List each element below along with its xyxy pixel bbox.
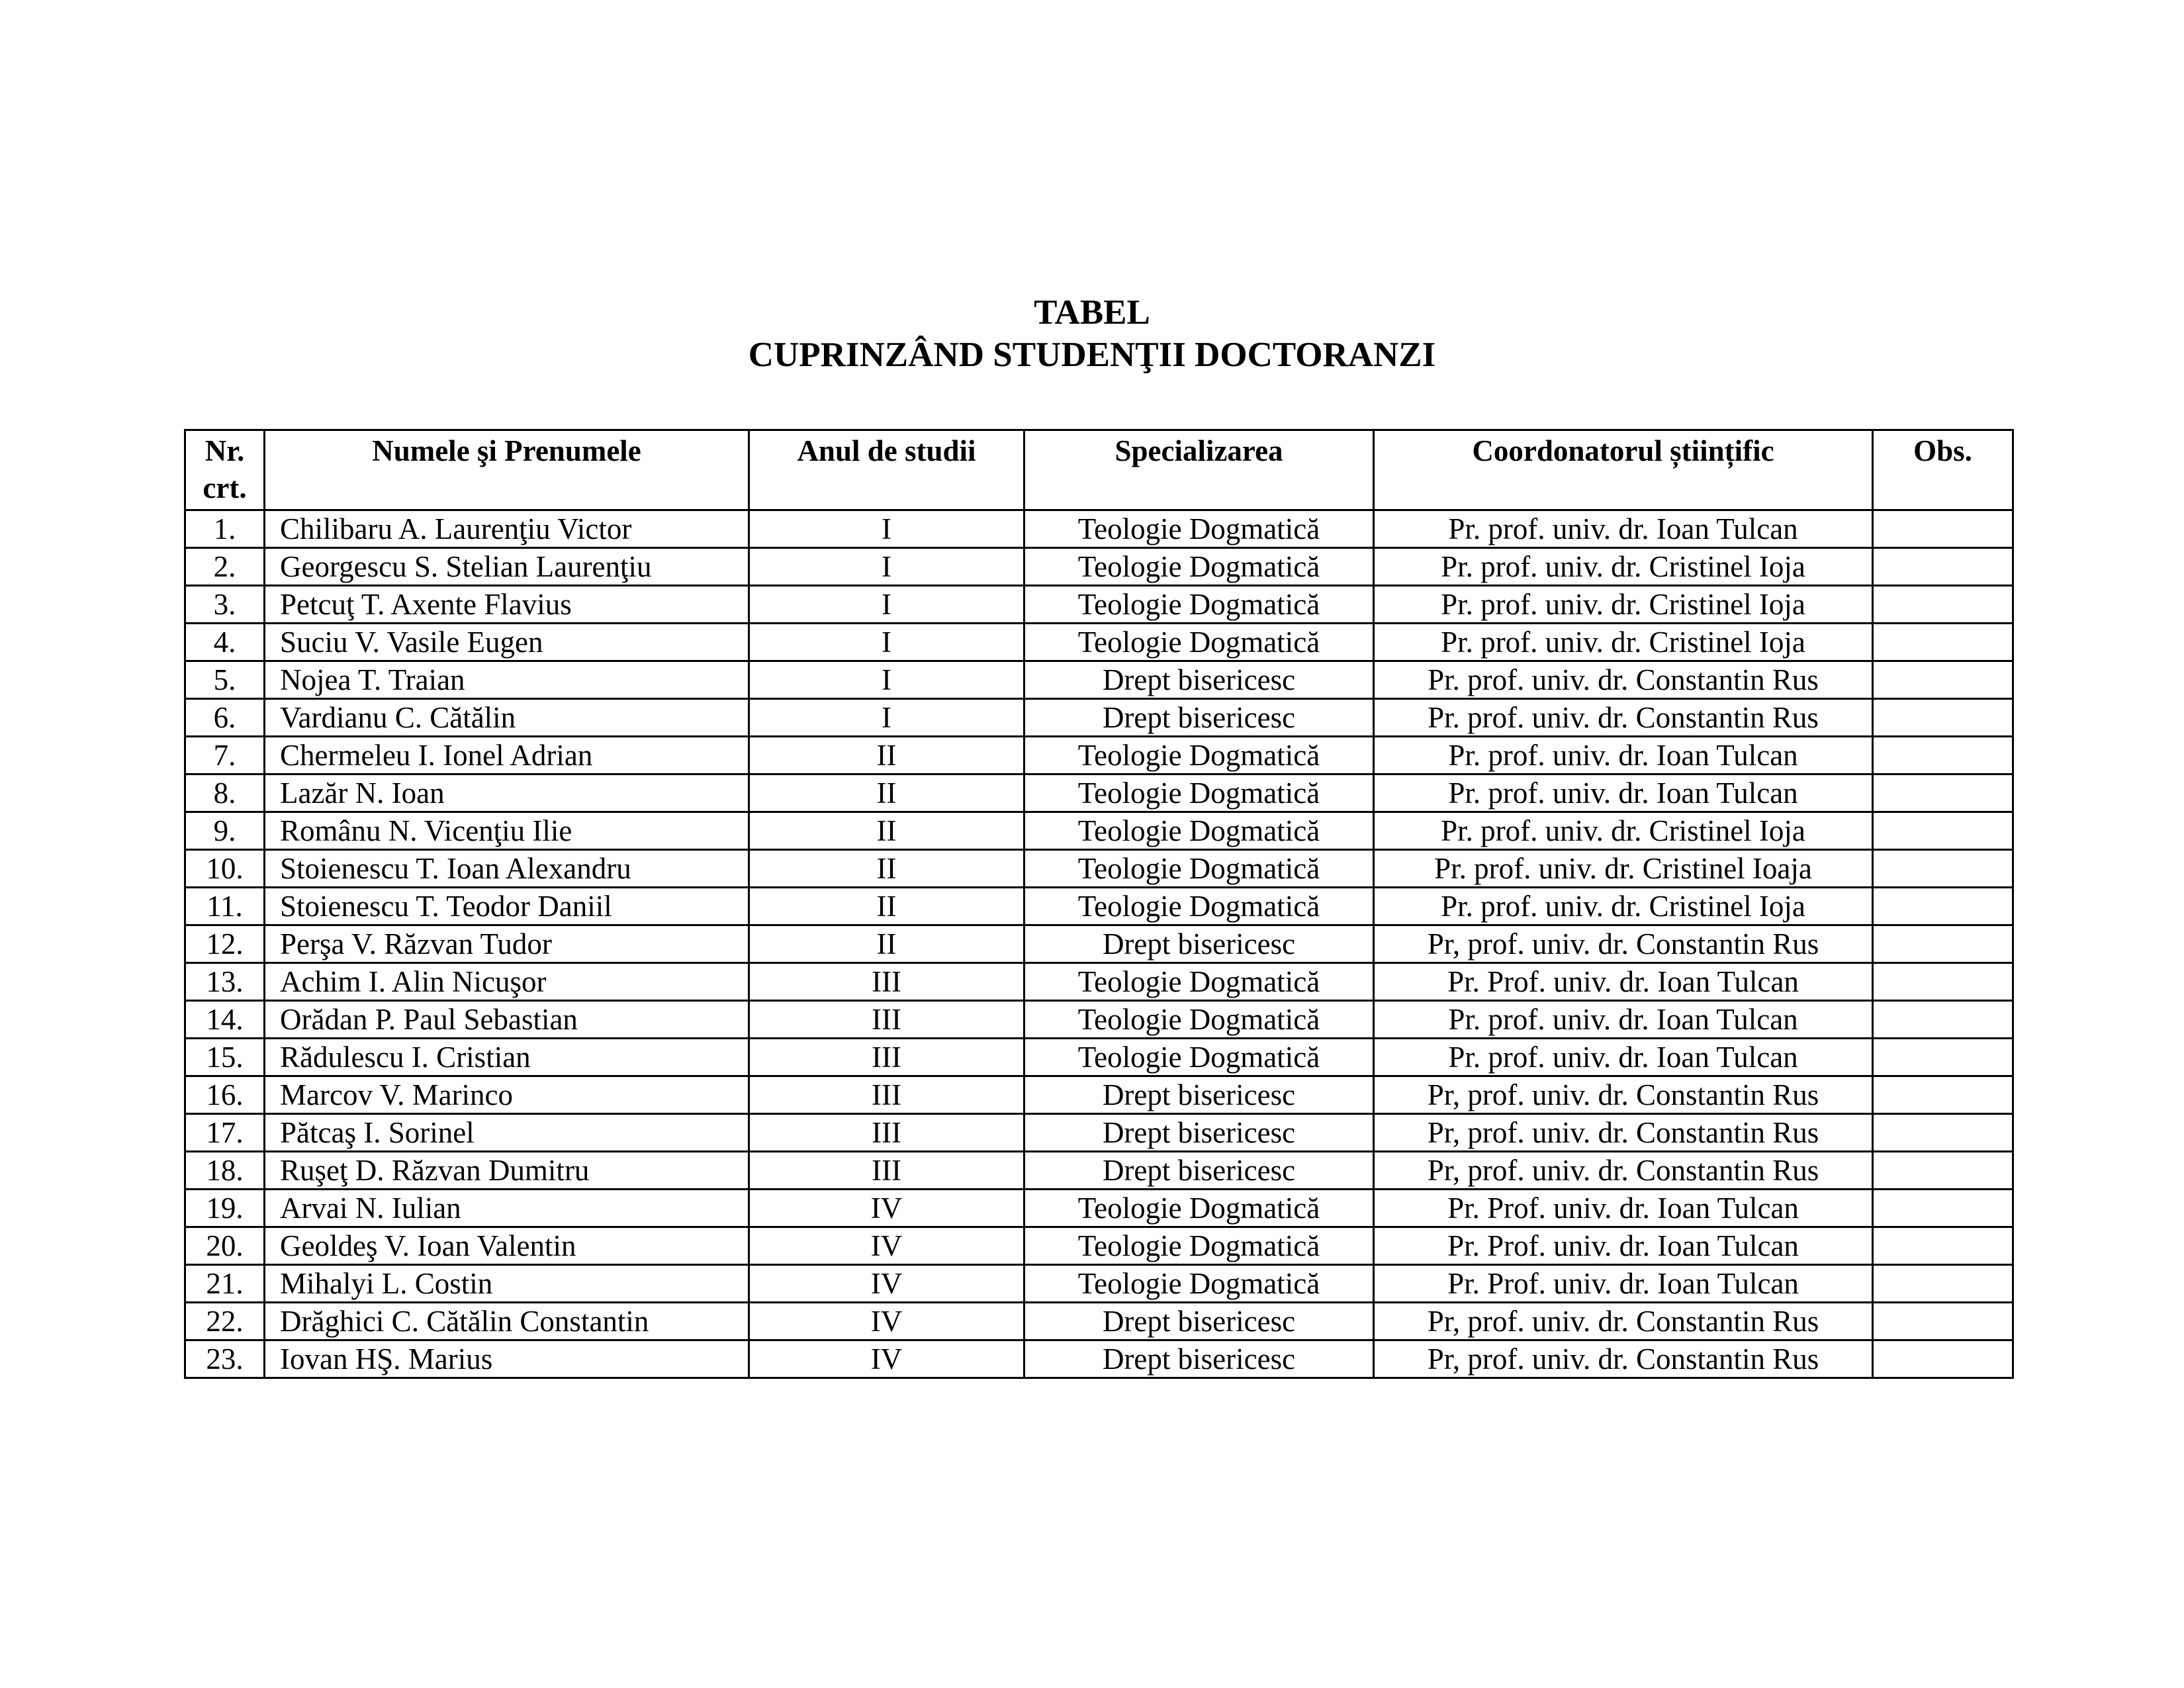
cell-name: Mihalyi L. Costin [265, 1265, 749, 1303]
cell-year: IV [749, 1265, 1024, 1303]
cell-obs [1873, 624, 2013, 661]
cell-coordinator: Pr, prof. univ. dr. Constantin Rus [1374, 1114, 1873, 1152]
cell-name: Achim I. Alin Nicuşor [265, 963, 749, 1001]
cell-nr: 12. [185, 925, 265, 963]
cell-name: Arvai N. Iulian [265, 1190, 749, 1227]
cell-obs [1873, 812, 2013, 850]
cell-name: Nojea T. Traian [265, 661, 749, 699]
cell-specialization: Teologie Dogmatică [1024, 1227, 1374, 1265]
table-row [185, 510, 2013, 548]
cell-coordinator: Pr. Prof. univ. dr. Ioan Tulcan [1374, 1190, 1873, 1227]
cell-name: Orădan P. Paul Sebastian [265, 1001, 749, 1039]
table-row [185, 586, 2013, 624]
cell-nr: 13. [185, 963, 265, 1001]
cell-obs [1873, 1227, 2013, 1265]
table-row [185, 1340, 2013, 1378]
cell-specialization: Drept bisericesc [1024, 1114, 1374, 1152]
cell-specialization: Teologie Dogmatică [1024, 888, 1374, 925]
table-row [185, 1076, 2013, 1114]
cell-specialization: Teologie Dogmatică [1024, 586, 1374, 624]
cell-year: I [749, 661, 1024, 699]
cell-coordinator: Pr, prof. univ. dr. Constantin Rus [1374, 1152, 1873, 1190]
cell-year: II [749, 850, 1024, 888]
cell-year: IV [749, 1303, 1024, 1340]
cell-coordinator: Pr. Prof. univ. dr. Ioan Tulcan [1374, 963, 1873, 1001]
cell-coordinator: Pr. prof. univ. dr. Ioan Tulcan [1374, 510, 1873, 548]
cell-year: III [749, 1001, 1024, 1039]
cell-coordinator: Pr. prof. univ. dr. Cristinel Ioja [1374, 548, 1873, 586]
cell-specialization: Drept bisericesc [1024, 1076, 1374, 1114]
cell-name: Geoldeş V. Ioan Valentin [265, 1227, 749, 1265]
table-row [185, 774, 2013, 812]
cell-name: Românu N. Vicenţiu Ilie [265, 812, 749, 850]
cell-year: II [749, 737, 1024, 774]
cell-specialization: Drept bisericesc [1024, 1303, 1374, 1340]
title-line-1: TABEL [1034, 293, 1150, 332]
cell-specialization: Teologie Dogmatică [1024, 624, 1374, 661]
cell-year: II [749, 812, 1024, 850]
header-name: Numele şi Prenumele [265, 430, 749, 510]
cell-coordinator: Pr. prof. univ. dr. Constantin Rus [1374, 699, 1873, 737]
cell-nr: 6. [185, 699, 265, 737]
cell-coordinator: Pr. prof. univ. dr. Ioan Tulcan [1374, 1001, 1873, 1039]
cell-year: III [749, 1039, 1024, 1076]
cell-nr: 22. [185, 1303, 265, 1340]
table-row [185, 888, 2013, 925]
cell-nr: 4. [185, 624, 265, 661]
cell-name: Georgescu S. Stelian Laurenţiu [265, 548, 749, 586]
cell-year: I [749, 548, 1024, 586]
table-row [185, 699, 2013, 737]
header-coordinator: Coordonatorul științific [1374, 430, 1873, 510]
cell-obs [1873, 1076, 2013, 1114]
cell-nr: 19. [185, 1190, 265, 1227]
cell-coordinator: Pr. prof. univ. dr. Cristinel Ioaja [1374, 850, 1873, 888]
cell-nr: 11. [185, 888, 265, 925]
header-year: Anul de studii [749, 430, 1024, 510]
table-row [185, 548, 2013, 586]
table-row [185, 1190, 2013, 1227]
cell-obs [1873, 699, 2013, 737]
cell-nr: 14. [185, 1001, 265, 1039]
cell-obs [1873, 1340, 2013, 1378]
cell-name: Vardianu C. Cătălin [265, 699, 749, 737]
cell-specialization: Teologie Dogmatică [1024, 1265, 1374, 1303]
cell-nr: 20. [185, 1227, 265, 1265]
cell-coordinator: Pr, prof. univ. dr. Constantin Rus [1374, 1340, 1873, 1378]
cell-coordinator: Pr. prof. univ. dr. Cristinel Ioja [1374, 812, 1873, 850]
cell-specialization: Drept bisericesc [1024, 1340, 1374, 1378]
cell-obs [1873, 737, 2013, 774]
cell-name: Lazăr N. Ioan [265, 774, 749, 812]
table-row [185, 624, 2013, 661]
cell-coordinator: Pr, prof. univ. dr. Constantin Rus [1374, 1303, 1873, 1340]
cell-obs [1873, 1190, 2013, 1227]
table-body [185, 510, 2013, 1378]
cell-obs [1873, 586, 2013, 624]
table-row [185, 1001, 2013, 1039]
cell-obs [1873, 1303, 2013, 1340]
document-title [0, 291, 2184, 376]
header-obs: Obs. [1873, 430, 2013, 510]
cell-coordinator: Pr, prof. univ. dr. Constantin Rus [1374, 925, 1873, 963]
cell-name: Ruşeţ D. Răzvan Dumitru [265, 1152, 749, 1190]
table-header [185, 430, 2013, 510]
cell-nr: 2. [185, 548, 265, 586]
table-row [185, 1039, 2013, 1076]
cell-obs [1873, 888, 2013, 925]
cell-coordinator: Pr. Prof. univ. dr. Ioan Tulcan [1374, 1265, 1873, 1303]
cell-nr: 1. [185, 510, 265, 548]
cell-name: Chermeleu I. Ionel Adrian [265, 737, 749, 774]
students-table [184, 429, 2014, 1379]
cell-specialization: Teologie Dogmatică [1024, 548, 1374, 586]
cell-name: Marcov V. Marinco [265, 1076, 749, 1114]
cell-name: Rădulescu I. Cristian [265, 1039, 749, 1076]
title-line-2: CUPRINZÂND STUDENŢII DOCTORANZI [748, 336, 1436, 374]
cell-obs [1873, 1001, 2013, 1039]
cell-nr: 16. [185, 1076, 265, 1114]
cell-name: Petcuţ T. Axente Flavius [265, 586, 749, 624]
cell-year: I [749, 510, 1024, 548]
table-row [185, 850, 2013, 888]
cell-obs [1873, 1039, 2013, 1076]
cell-nr: 8. [185, 774, 265, 812]
cell-year: I [749, 586, 1024, 624]
cell-year: IV [749, 1227, 1024, 1265]
cell-nr: 17. [185, 1114, 265, 1152]
cell-name: Stoienescu T. Ioan Alexandru [265, 850, 749, 888]
table-row [185, 812, 2013, 850]
table-row [185, 1265, 2013, 1303]
cell-coordinator: Pr. prof. univ. dr. Cristinel Ioja [1374, 888, 1873, 925]
header-specialization: Specializarea [1024, 430, 1374, 510]
cell-year: I [749, 624, 1024, 661]
cell-specialization: Teologie Dogmatică [1024, 963, 1374, 1001]
cell-coordinator: Pr. prof. univ. dr. Cristinel Ioja [1374, 624, 1873, 661]
cell-specialization: Drept bisericesc [1024, 661, 1374, 699]
cell-obs [1873, 925, 2013, 963]
cell-specialization: Drept bisericesc [1024, 1152, 1374, 1190]
cell-year: III [749, 1114, 1024, 1152]
cell-obs [1873, 850, 2013, 888]
cell-specialization: Teologie Dogmatică [1024, 1190, 1374, 1227]
table-row [185, 925, 2013, 963]
cell-coordinator: Pr. prof. univ. dr. Cristinel Ioja [1374, 586, 1873, 624]
cell-name: Drăghici C. Cătălin Constantin [265, 1303, 749, 1340]
cell-name: Perşa V. Răzvan Tudor [265, 925, 749, 963]
cell-obs [1873, 1152, 2013, 1190]
cell-nr: 15. [185, 1039, 265, 1076]
cell-name: Iovan HŞ. Marius [265, 1340, 749, 1378]
cell-name: Suciu V. Vasile Eugen [265, 624, 749, 661]
cell-specialization: Teologie Dogmatică [1024, 1001, 1374, 1039]
cell-nr: 3. [185, 586, 265, 624]
cell-nr: 10. [185, 850, 265, 888]
cell-year: IV [749, 1190, 1024, 1227]
table-row [185, 963, 2013, 1001]
cell-coordinator: Pr. prof. univ. dr. Ioan Tulcan [1374, 774, 1873, 812]
cell-obs [1873, 548, 2013, 586]
table-row [185, 1114, 2013, 1152]
cell-specialization: Teologie Dogmatică [1024, 737, 1374, 774]
cell-year: IV [749, 1340, 1024, 1378]
cell-nr: 18. [185, 1152, 265, 1190]
header-nr: Nr. crt. [185, 430, 265, 510]
cell-nr: 23. [185, 1340, 265, 1378]
cell-year: III [749, 963, 1024, 1001]
cell-name: Pătcaş I. Sorinel [265, 1114, 749, 1152]
cell-specialization: Teologie Dogmatică [1024, 812, 1374, 850]
cell-obs [1873, 1265, 2013, 1303]
cell-obs [1873, 774, 2013, 812]
cell-specialization: Teologie Dogmatică [1024, 850, 1374, 888]
table-row [185, 1303, 2013, 1340]
cell-coordinator: Pr. Prof. univ. dr. Ioan Tulcan [1374, 1227, 1873, 1265]
cell-coordinator: Pr. prof. univ. dr. Ioan Tulcan [1374, 1039, 1873, 1076]
cell-nr: 9. [185, 812, 265, 850]
cell-specialization: Teologie Dogmatică [1024, 1039, 1374, 1076]
cell-coordinator: Pr. prof. univ. dr. Constantin Rus [1374, 661, 1873, 699]
table-row [185, 737, 2013, 774]
cell-year: II [749, 774, 1024, 812]
cell-specialization: Drept bisericesc [1024, 925, 1374, 963]
cell-nr: 5. [185, 661, 265, 699]
table-row [185, 1152, 2013, 1190]
cell-year: II [749, 888, 1024, 925]
cell-coordinator: Pr. prof. univ. dr. Ioan Tulcan [1374, 737, 1873, 774]
cell-name: Chilibaru A. Laurenţiu Victor [265, 510, 749, 548]
cell-obs [1873, 963, 2013, 1001]
cell-name: Stoienescu T. Teodor Daniil [265, 888, 749, 925]
cell-nr: 7. [185, 737, 265, 774]
table-row [185, 1227, 2013, 1265]
cell-obs [1873, 1114, 2013, 1152]
cell-year: III [749, 1076, 1024, 1114]
cell-year: II [749, 925, 1024, 963]
cell-coordinator: Pr, prof. univ. dr. Constantin Rus [1374, 1076, 1873, 1114]
cell-specialization: Drept bisericesc [1024, 699, 1374, 737]
cell-obs [1873, 661, 2013, 699]
cell-year: III [749, 1152, 1024, 1190]
table-row [185, 661, 2013, 699]
cell-specialization: Teologie Dogmatică [1024, 774, 1374, 812]
cell-year: I [749, 699, 1024, 737]
header-row [185, 430, 2013, 510]
cell-obs [1873, 510, 2013, 548]
cell-nr: 21. [185, 1265, 265, 1303]
cell-specialization: Teologie Dogmatică [1024, 510, 1374, 548]
